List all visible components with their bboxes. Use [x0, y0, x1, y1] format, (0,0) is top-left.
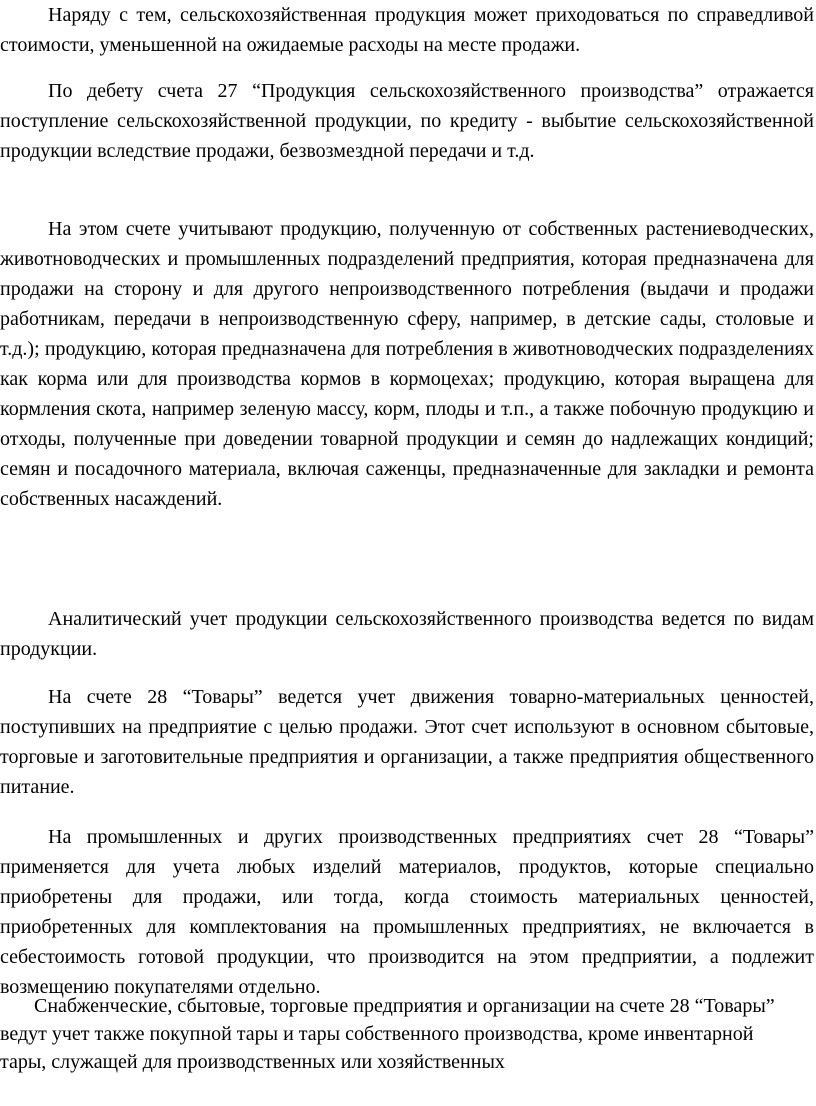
paragraph-6: На промышленных и других производственных предприятиях счет 28 “Товары” применяется для учета любых изделий материалов, продуктов, которые специально приобретены для продажи, или тогда, когда стоимость материальных ценностей, приобретенных для комплектования на промышленных предприятиях, не включается в себестоимость готовой продукции, что производится на этом предприятии, а подлежит возмещению покупателями отдельно. [0, 826, 814, 998]
paragraph-1: Наряду с тем, сельскохозяйственная продукция может приходоваться по справедливой стоимости, уменьшенной на ожидаемые расходы на месте продажи. [0, 4, 814, 56]
paragraph-5: На счете 28 “Товары” ведется учет движения товарно-материальных ценностей, поступивших на предприятие с целью продажи. Этот счет используют в основном сбытовые, торговые и заготовительные предприятия и организации, а также предприятия общественного питание. [0, 686, 814, 798]
paragraph-3: На этом счете учитывают продукцию, полученную от собственных растениеводческих, животноводческих и промышленных подразделений предприятия, которая предназначена для продажи на сторону и для другого непроизводственного потребления (выдачи и продажи работникам, передачи в непроизводственную сферу, например, в детские сады, столовые и т.д.); продукцию, которая предназначена для потребления в животноводческих подразделениях как корма или для производства кормов в кормоцехах; продукцию, которая выращена для кормления скота, например зеленую массу, корм, плоды и т.п., а также побочную продукцию и отходы, полученные при доведении товарной продукции и семян до надлежащих кондиций; семян и посадочного материала, включая саженцы, предназначенные для закладки и ремонта собственных насаждений. [0, 218, 814, 510]
paragraph-7: Снабженческие, сбытовые, торговые предприятия и организации на счете 28 “Товары” ведут учет также покупной тары и тары собственного производства, кроме инвентарной тары, служащей для производственных или хозяйственных [0, 995, 775, 1073]
paragraph-4: Аналитический учет продукции сельскохозяйственного производства ведется по видам продукции. [0, 608, 814, 660]
paragraph-2: По дебету счета 27 “Продукция сельскохозяйственного производства” отражается поступление сельскохозяйственной продукции, по кредиту - выбытие сельскохозяйственной продукции вследствие продажи, безвозмездной передачи и т.д. [0, 80, 814, 162]
